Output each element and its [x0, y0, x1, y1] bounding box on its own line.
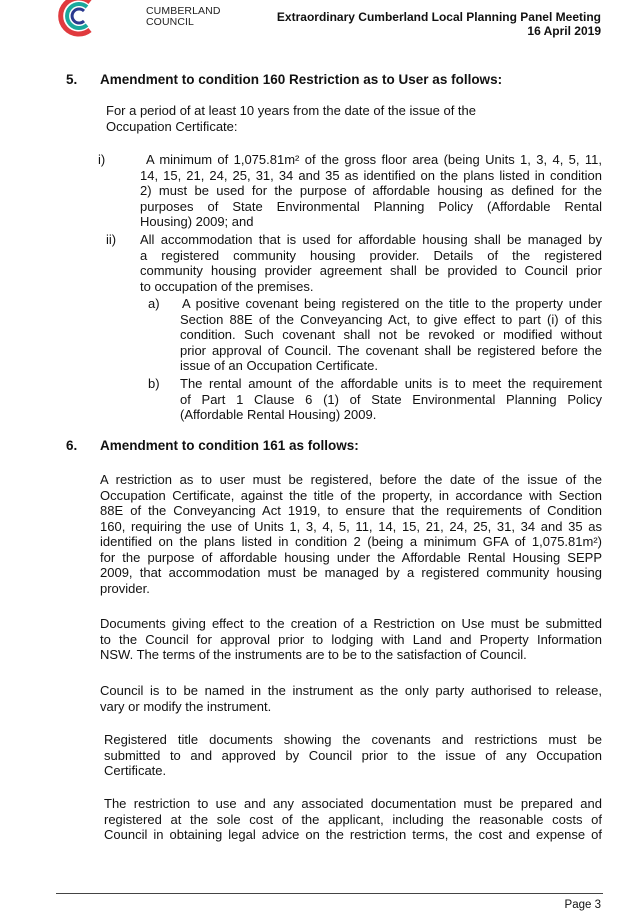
section-5-intro: For a period of at least 10 years from the date of the issue of the Occupation Certificate:	[106, 103, 476, 134]
footer-rule	[56, 893, 603, 894]
meeting-title: Extraordinary Cumberland Local Planning Panel Meeting	[276, 10, 601, 24]
section-6-para-2: Documents giving effect to the creation of a Restriction on Use must be submitted to the Council for approval prior to lodging with Land and Property Information NSW. The terms of the instruments are to be to the satisfaction of Council.	[100, 616, 602, 662]
section-6-para-5: The restriction to use and any associated documentation must be prepared and registered at the sole cost of the applicant, including the reasonable costs of Council in obtaining legal advice on the restriction terms, the cost and expense of	[104, 796, 602, 842]
item-a-text: A positive covenant being registered on the title to the property under Section 88E of the Conveyancing Act, to give effect to part (i) of this condition. Such covenant shall not be revoked or modified without prior approval of Council. The covenant shall be registered before the issue of an Occupation Certificate.	[180, 296, 602, 373]
section-6-para-4: Registered title documents showing the covenants and restrictions must be submitted to and approved by Council prior to the issue of any Occupation Certificate.	[104, 732, 602, 778]
item-i-label: i)	[98, 152, 106, 167]
logo-line-2: COUNCIL	[146, 16, 194, 28]
section-6-para-1: A restriction as to user must be registered, before the date of the issue of the Occupation Certificate, against the title of the property, in accordance with Section 88E of the Conveyancing Act 1919, to ensure that the requirements of Condition 160, requiring the use of Units 1, 3, 4, 5, 11, 14, 15, 21, 24, 25, 31, 34 and 35 as identified on the plans listed in condition 2 (being a minimum GFA of 1,075.81m²) for the purpose of affordable housing under the Affordable Rental Housing SEPP 2009, that accommodation must be managed by a registered community housing provider.	[100, 472, 602, 596]
section-6-para-3: Council is to be named in the instrument as the only party authorised to release, vary or modify the instrument.	[100, 683, 602, 714]
section-6-number: 6.	[66, 438, 78, 453]
item-b-label: b)	[148, 376, 160, 391]
meeting-date: 16 April 2019	[527, 24, 601, 38]
section-5-number: 5.	[66, 72, 78, 87]
logo-mark-icon	[56, 0, 100, 38]
page-number: Page 3	[564, 899, 601, 911]
item-ii-label: ii)	[106, 232, 117, 247]
section-6-heading: Amendment to condition 161 as follows:	[100, 438, 359, 453]
cumberland-council-logo	[54, 0, 221, 50]
item-b-text: The rental amount of the affordable units is to meet the requirement of Part 1 Clause 6 (1) of State Environmental Planning Policy (Affordable Rental Housing) 2009.	[180, 376, 602, 422]
item-a-label: a)	[148, 296, 160, 311]
logo-line-1: CUMBERLAND	[146, 5, 221, 17]
item-ii-text: All accommodation that is used for affordable housing shall be managed by a registered community housing provider. Details of the registered community housing provider agreement shall be provided to Council prior to occupation of the premises.	[140, 232, 602, 294]
section-5-heading: Amendment to condition 160 Restriction as to User as follows:	[100, 72, 503, 87]
item-i-text: A minimum of 1,075.81m² of the gross floor area (being Units 1, 3, 4, 5, 11, 14, 15, 21, 24, 25, 31, 34 and 35 as identified on the plans listed in condition 2) must be used for the purpose of affordable housing as defined for the purposes of State Environmental Planning Policy (Affordable Rental Housing) 2009; and	[140, 152, 602, 229]
